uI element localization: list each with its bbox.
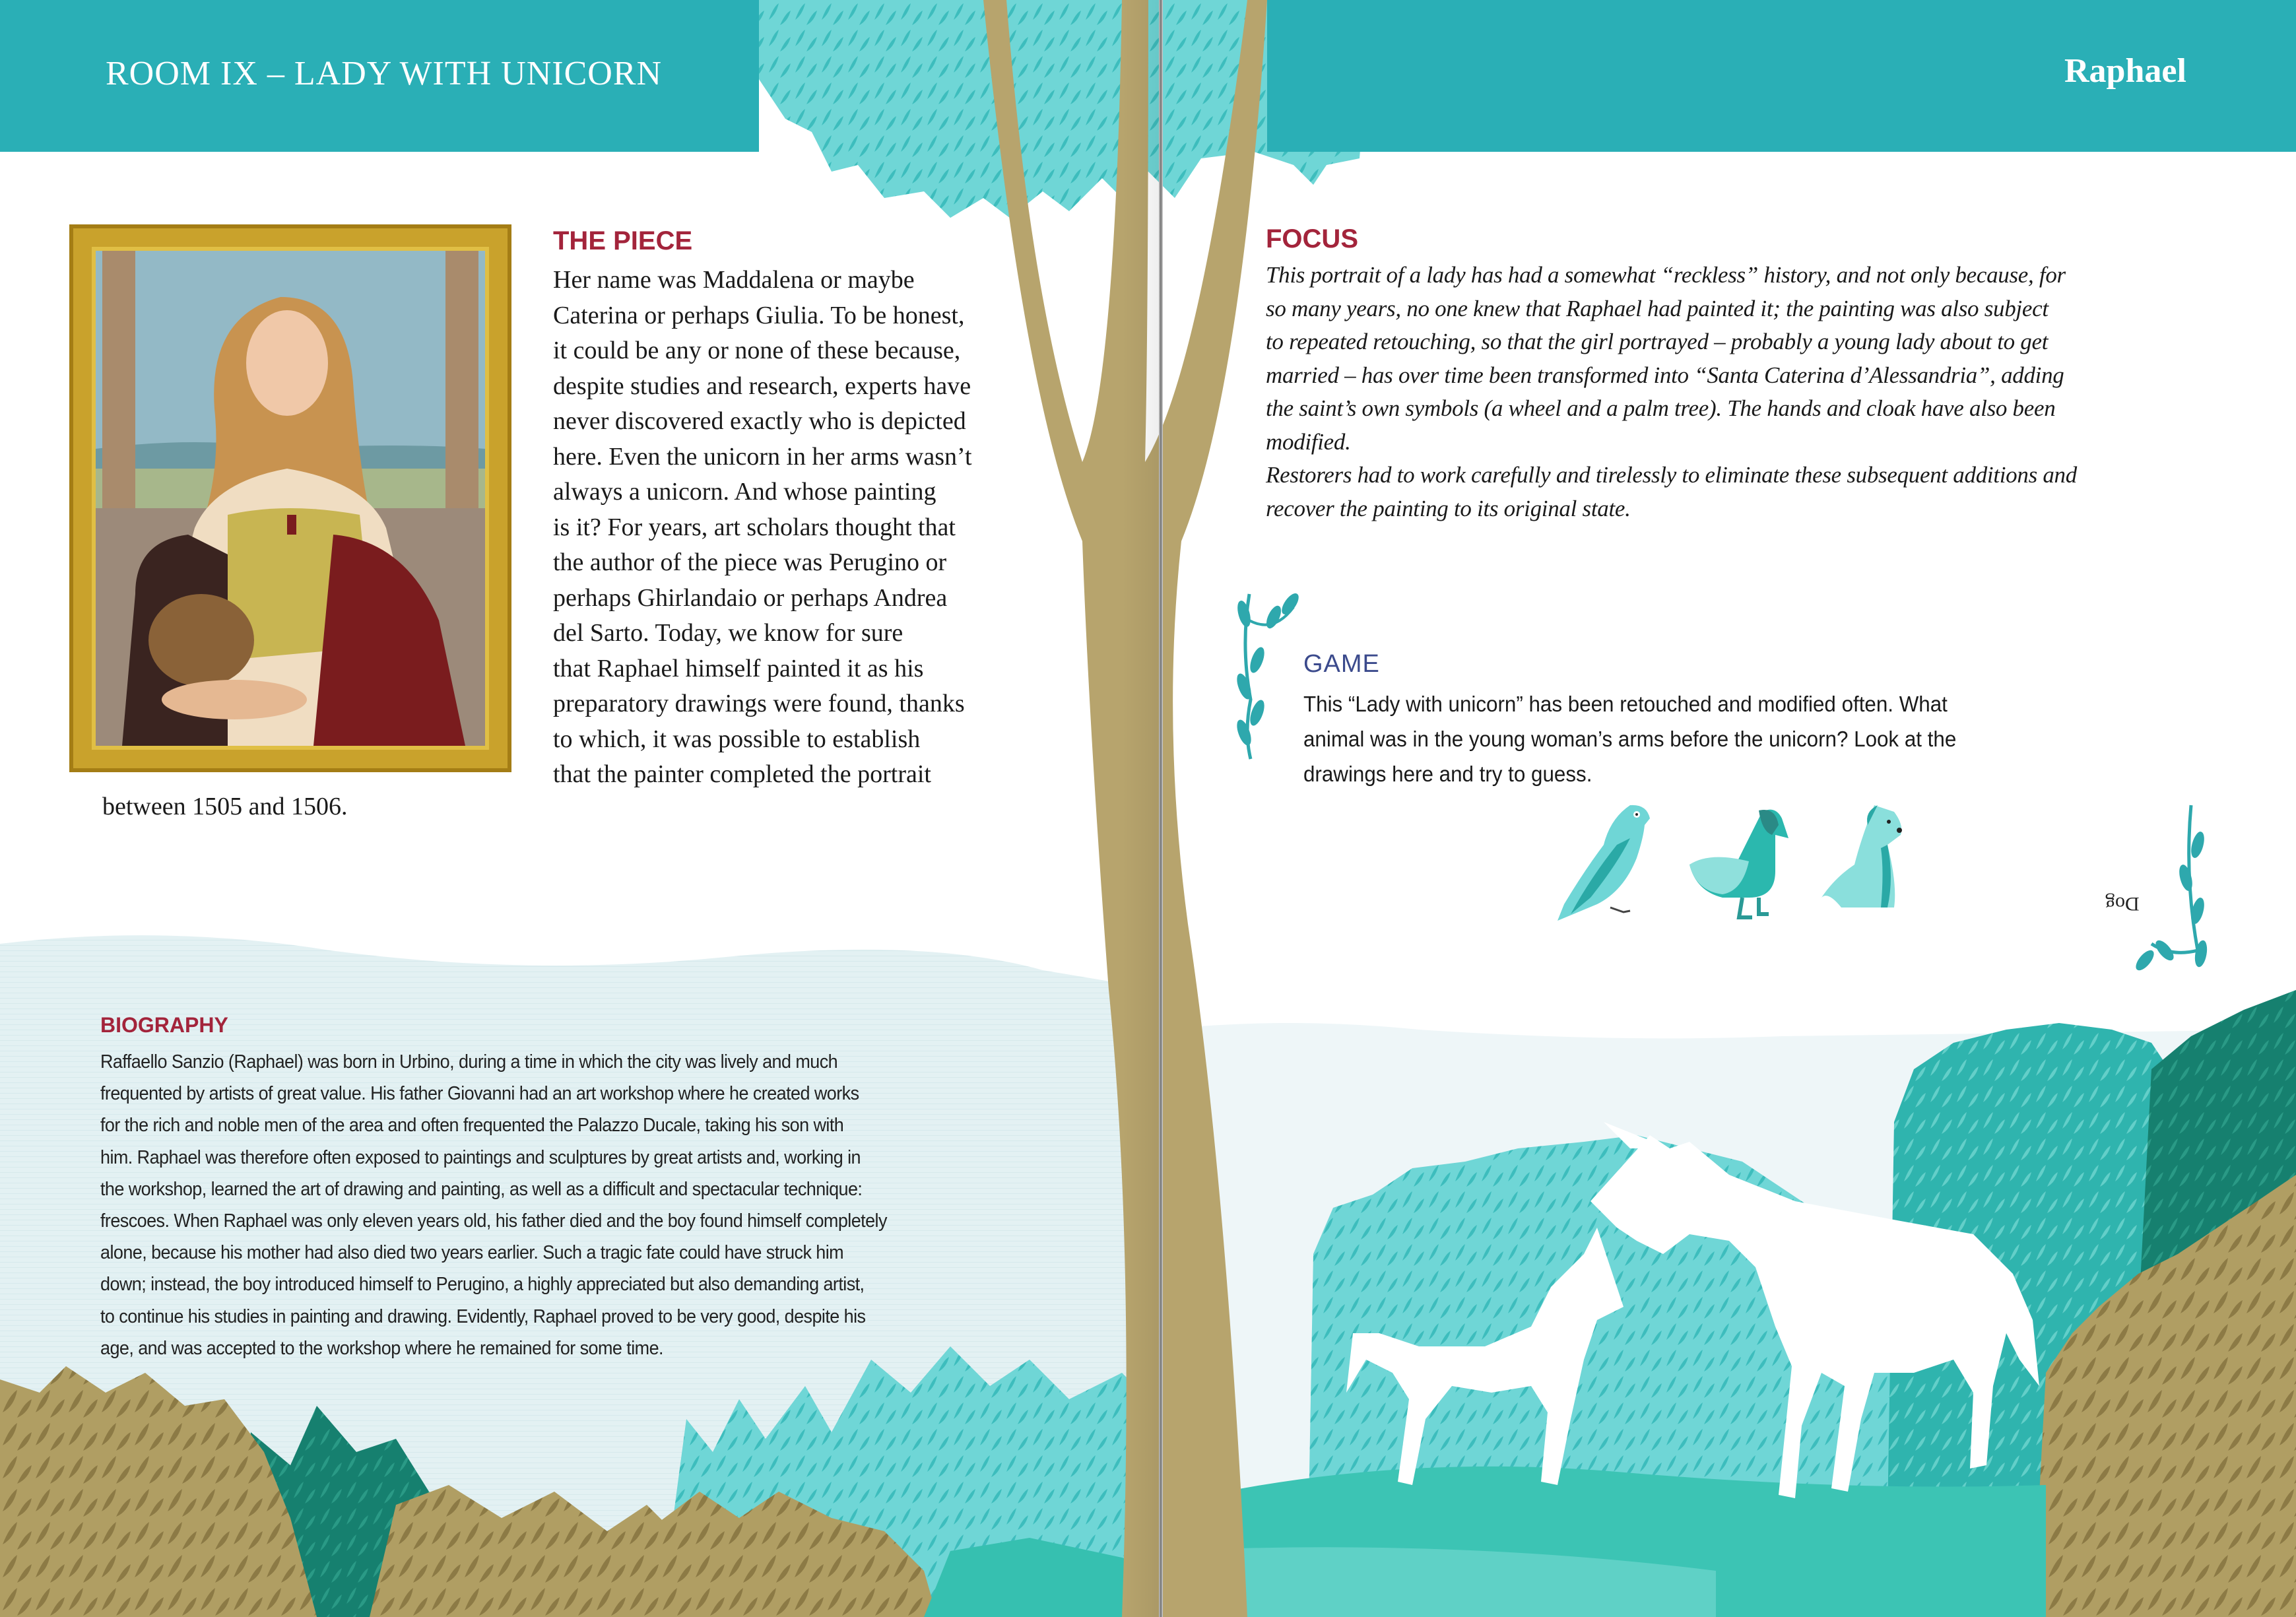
- focus-text: [1266, 259, 2077, 525]
- book-spine: [1159, 0, 1163, 1617]
- text-line: del Sarto. Today, we know for sure: [553, 619, 903, 647]
- text-line: married – has over time been transformed into “Santa Caterina d’Alessandria”, adding: [1266, 362, 2064, 388]
- text-line: so many years, no one knew that Raphael had painted it; the painting was also subject: [1266, 295, 2049, 321]
- text-line: never discovered exactly who is depicted: [553, 407, 966, 435]
- text-line: Caterina or perhaps Giulia. To be honest,: [553, 301, 965, 329]
- piece-text-tail: between 1505 and 1506.: [102, 793, 348, 820]
- text-line: always a unicorn. And whose painting: [553, 478, 936, 506]
- text-line: that the painter completed the portrait: [553, 760, 931, 788]
- painting-lady-with-unicorn: [69, 224, 511, 772]
- room-title: ROOM IX – LADY WITH UNICORN: [106, 55, 663, 92]
- text-line: the saint’s own symbols (a wheel and a palm tree). The hands and cloak have also been: [1266, 395, 2056, 421]
- portrait-image: [96, 251, 485, 746]
- duck-icon: [1683, 799, 1802, 924]
- text-line: despite studies and research, experts have: [553, 372, 971, 400]
- text-line: it could be any or none of these because,: [553, 337, 961, 364]
- text-line: to continue his studies in painting and drawing. Evidently, Raphael proved to be very good, despite his: [100, 1305, 866, 1327]
- vine-decoration-right: [2133, 805, 2208, 973]
- text-line: to repeated retouching, so that the girl portrayed – probably a young lady about to get: [1266, 329, 2049, 354]
- text-line: frescoes. When Raphael was only eleven years old, his father died and the boy found himself completely: [100, 1210, 887, 1232]
- text-line: This portrait of a lady has had a somewhat “reckless” history, and not only because, for: [1266, 262, 2066, 288]
- text-line: for the rich and noble men of the area and often frequented the Palazzo Ducale, taking his son with: [100, 1115, 844, 1137]
- text-line: here. Even the unicorn in her arms wasn’t: [553, 442, 972, 471]
- piece-text: [553, 263, 972, 793]
- vine-decoration: [1235, 591, 1301, 759]
- text-line: drawings here and try to guess.: [1303, 762, 1592, 786]
- text-line: him. Raphael was therefore often exposed to paintings and sculptures by great artists and, working in: [100, 1146, 861, 1168]
- game-answer-upside-down: Dog: [2105, 893, 2140, 915]
- text-line: alone, because his mother had also died two years earlier. Such a tragic fate could have struck him: [100, 1242, 844, 1264]
- spine-shadow: [1122, 0, 1162, 1617]
- text-line: is it? For years, art scholars thought that: [553, 513, 956, 541]
- text-line: This “Lady with unicorn” has been retouched and modified often. What: [1303, 692, 1948, 716]
- text-line: age, and was accepted to the workshop where he remained for some time.: [100, 1337, 663, 1359]
- section-heading-focus: FOCUS: [1266, 224, 1358, 253]
- text-line: to which, it was possible to establish: [553, 725, 921, 753]
- text-line: that Raphael himself painted it as his: [553, 654, 924, 682]
- text-line: frequented by artists of great value. His father Giovanni had an art workshop where he created works: [100, 1083, 859, 1105]
- text-line: Raffaello Sanzio (Raphael) was born in Urbino, during a time in which the city was lively and much: [100, 1051, 838, 1072]
- artist-name: Raphael: [2064, 52, 2186, 90]
- text-line: Restorers had to work carefully and tirelessly to eliminate these subsequent additions and: [1266, 462, 2077, 488]
- text-line: recover the painting to its original state.: [1266, 495, 1631, 521]
- section-heading-the-piece: THE PIECE: [553, 226, 693, 255]
- text-line: down; instead, the boy introduced himself to Perugino, a highly appreciated but also demanding artist,: [100, 1274, 865, 1296]
- text-line: perhaps Ghirlandaio or perhaps Andrea: [553, 583, 948, 612]
- falcon-icon: [1531, 799, 1676, 924]
- text-line: the workshop, learned the art of drawing and painting, as well as a difficult and spectacular technique:: [100, 1178, 863, 1200]
- text-line: Her name was Maddalena or maybe: [553, 266, 915, 294]
- text-line: the author of the piece was Perugino or: [553, 548, 947, 576]
- dog-icon: [1815, 799, 1920, 917]
- text-line: preparatory drawings were found, thanks: [553, 690, 965, 717]
- biography-text: [100, 1046, 887, 1364]
- game-text: [1303, 686, 1956, 791]
- section-heading-game: GAME: [1303, 650, 1380, 678]
- text-line: animal was in the young woman’s arms before the unicorn? Look at the: [1303, 727, 1957, 751]
- text-line: modified.: [1266, 428, 1351, 455]
- section-heading-biography: BIOGRAPHY: [100, 1013, 228, 1037]
